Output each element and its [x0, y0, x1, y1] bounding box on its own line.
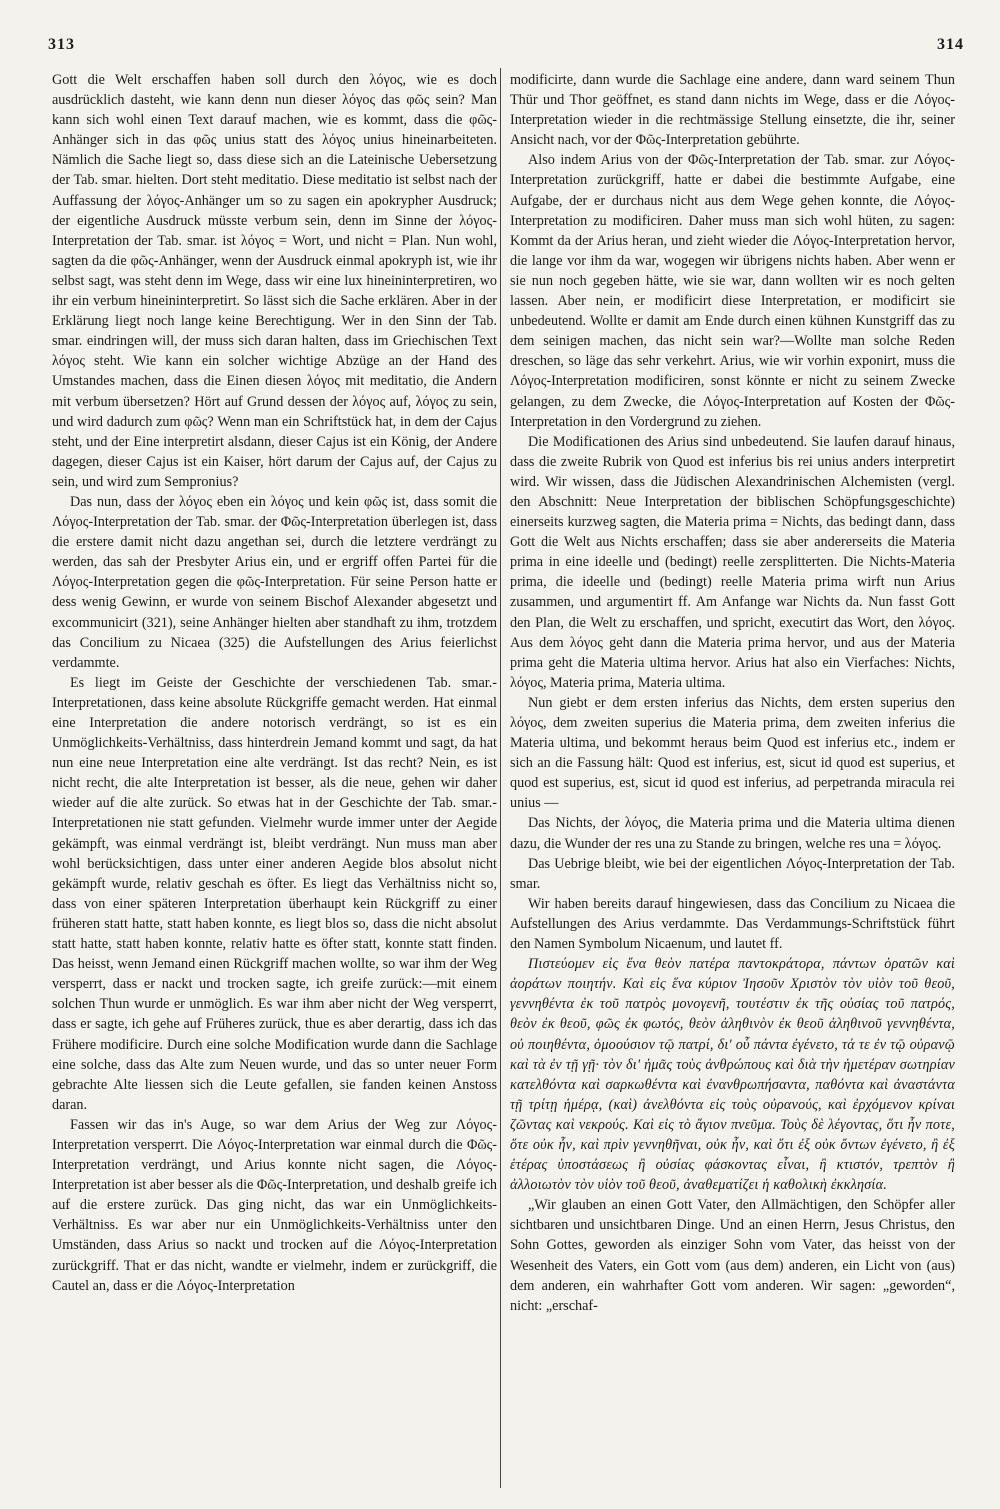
paragraph: Das nun, dass der λόγος eben ein λόγος und kein φῶς ist, dass somit die Λόγος-Interpretation der Tab. smar. der Φῶς-Interpretation überlegen ist, dass die erstere damit nicht dazu angethan sei, durch die letztere verdrängt zu werden, das sah der Presbyter Arius ein, und er ergriff offen Partei für die Λόγος-Interpretation gegen die φῶς-Interpretation. Für seine Person hatte er dess wenig Gewinn, er wurde von seinem Bischof Alexander abgesetzt und excommunicirt (321), seine Anhänger hielten aber standhaft zu ihm, trotzdem das Concilium zu Nicaea (325) die Aufstellungen des Arius feierlichst verdammte.	[52, 493, 497, 671]
paragraph: modificirte, dann wurde die Sachlage eine andere, dann ward seinem Thun Thür und Thor geöffnet, es stand dann nichts im Wege, dass er die Λόγος-Interpretation wieder in die rechtmässige Stellung einsetzte, die ihr, seiner Ansicht nach, vor der Φῶς-Interpretation gebührte.	[510, 72, 955, 149]
paragraph: Es liegt im Geiste der Geschichte der verschiedenen Tab. smar.-Interpretationen, dass keine absolute Rückgriffe gemacht werden. Hat einmal eine Interpretation die andere notorisch verdrängt, so ist es ein Unmöglichkeits-Verhältniss, dass hinterdrein Jemand kommt und sagt, da hat nun eine neue Interpretation eine alte verdrängt. Ist das recht? Nein, es ist nicht recht, die alte Interpretation ist besser, als die neue, gehen wir daher wieder auf die alte zurück. So etwas hat in der Geschichte der Tab. smar.-Interpretationen nie statt gefunden. Vielmehr wurde immer unter der Aegide gekämpft, was einmal verdrängt ist, bleibt verdrängt. Nun muss man aber wohl berücksichtigen, dass unter einer anderen Aegide blos absolut nicht gekämpft wurde, relativ geschah es öfter. Es liegt das Verhältniss nicht so, dass von einer späteren Interpretation überhaupt kein Rückgriff zu einer früheren statt hatte, statt haben konnte, es liegt blos so, dass die nicht absolut statt hatte, statt haben konnte, relativ hatte es öfter statt, konnte statt finden. Das heisst, wenn Jemand einen Rückgriff machen wollte, so war ihm der Weg versperrt, dass er nackt und trocken sagte, ich greife zurück:—mit einem solchen Thun wurde er unmöglich. Es war ihm aber nicht der Weg versperrt, dass er sagte, ich gehe auf Früheres zurück, thue es aber derartig, dass ich das Frühere modificire. Durch eine solche Modification wurde dann die Sachlage eine solche, dass das Alte zum Neuen wurde, und das so unter neuer Form gebrachte Alte liessen sich die Leute gefallen, sie fanden keinen Anstoss daran.	[52, 674, 497, 1113]
page-number-left: 313	[48, 36, 75, 53]
paragraph: Das Uebrige bleibt, wie bei der eigentlichen Λόγος-Interpretation der Tab. smar.	[510, 855, 955, 892]
paragraph: Die Modificationen des Arius sind unbedeutend. Sie laufen darauf hinaus, dass die zweite Rubrik von Quod est inferius bis rei unius anders interpretirt wird. Wir wissen, dass die Jüdischen Alexandrinischen Alchemisten (vergl. den Abschnitt: Neue Interpretation der biblischen Schöpfungsgeschichte) einerseits kurzweg sagten, die Materia prima = Nichts, das bedingt dann, dass Gott die Welt aus Nichts erschaffen; dass sie aber andererseits die Materia prima in eine ideelle und (bedingt) reelle zersplitterten. Die Nichts-Materia prima, die ideelle und (bedingt) reelle Materia prima wirft nun Arius zusammen, und argumentirt ff. Am Anfange war Nichts da. Nun fasst Gott den Plan, die Welt zu erschaffen, und spricht, executirt das Wort, den λόγος. Aus dem λόγος geht dann die Materia prima hervor, und aus der Materia prima geht die Materia ultima hervor. Arius hat also ein Vierfaches: Nichts, λόγος, Materia prima, Materia ultima.	[510, 433, 955, 691]
right-column	[510, 70, 955, 1490]
page-number-right: 314	[937, 36, 964, 53]
paragraph: Wir haben bereits darauf hingewiesen, dass das Concilium zu Nicaea die Aufstellungen des Arius verdammte. Das Verdammungs-Schriftstück führt den Namen Symbolum Nicaenum, und lautet ff.	[510, 895, 955, 953]
column-divider	[500, 68, 501, 1488]
paragraph: Gott die Welt erschaffen haben soll durch den λόγος, wie es doch ausdrücklich dasteht, wie kann denn nun dieser λόγος das φῶς sein? Man kann sich wohl einen Text darauf machen, wie es kommt, dass die φῶς-Anhänger sich in das φῶς unius statt des λόγος unius hineinarbeiteten. Nämlich die Sache liegt so, dass diese sich an die Lateinische Uebersetzung der Tab. smar. hielten. Dort steht meditatio. Diese meditatio ist selbst nach der Auffassung der λόγος-Anhänger um so zu sagen ein apokrypher Ausdruck; der eigentliche Ausdruck müsste verbum sein, denn im Sinne der λόγος-Interpretation der Tab. smar. ist λόγος = Wort, und nicht = Plan. Nun wohl, sagten da die φῶς-Anhänger, wenn der Ausdruck einmal apokryph ist, wie ihr selbst sagt, was steht denn im Wege, dass wir eine lux hineininterpretiren, wo ihr ein verbum hineininterpretirt. So lässt sich die Sache erklären. Aber in der Erklärung liegt noch lange keine Berechtigung. Wer in den Sinn der Tab. smar. eindringen will, der muss sich daran halten, dass im Griechischen Text λόγος steht. Wie kann ein solcher wichtige Abzüge an der Hand des Umstandes machen, dass die Einen diesen λόγος mit meditatio, die Andern mit verbum übersetzen? Hört auf Grund dessen der λόγος auf, λόγος zu sein, und wird dadurch zum φῶς? Wenn man ein Schriftstück hat, in dem der Cajus steht, und der Eine interpretirt alsdann, dieser Cajus ist ein König, der Andere dagegen, dieser Cajus ist ein Kaiser, hört darum der Cajus auf, der Cajus zu sein, und wird zum Sempronius?	[52, 72, 497, 490]
paragraph: „Wir glauben an einen Gott Vater, den Allmächtigen, den Schöpfer aller sichtbaren und unsichtbaren Dinge. Und an einen Herrn, Jesus Christus, den Sohn Gottes, geworden als einziger Sohn vom Vater, das heisst von der Wesenheit des Vaters, ein Gott vom (aus dem) anderen, ein Licht von (aus) dem anderen, ein wahrhafter Gott vom anderen. Wir sagen: „geworden“, nicht: „erschaf-	[510, 1197, 955, 1314]
left-column	[52, 70, 497, 1490]
greek-creed-paragraph: Πιστεύομεν εἰς ἕνα θεὸν πατέρα παντοκράτορα, πάντων ὁρατῶν καὶ ἀοράτων ποιητήν. Καὶ εἰς ἕνα κύριον Ἰησοῦν Χριστὸν τὸν υἱὸν τοῦ θεοῦ, γεννηθέντα ἐκ τοῦ πατρὸς μονογενῆ, τουτέστιν ἐκ τῆς οὐσίας τοῦ πατρός, θεὸν ἐκ θεοῦ, φῶς ἐκ φωτός, θεὸν ἀληθινὸν ἐκ θεοῦ ἀληθινοῦ γεννηθέντα, οὐ ποιηθέντα, ὁμοούσιον τῷ πατρί, δι' οὗ πάντα ἐγένετο, τά τε ἐν τῷ οὐρανῷ καὶ τὰ ἐν τῇ γῇ· τὸν δι' ἡμᾶς τοὺς ἀνθρώπους καὶ διὰ τὴν ἡμετέραν σωτηρίαν κατελθόντα καὶ σαρκωθέντα καὶ ἐνανθρωπήσαντα, παθόντα καὶ ἀναστάντα τῇ τρίτῃ ἡμέρᾳ, (καὶ) ἀνελθόντα εἰς τοὺς οὐρανούς, καὶ ἐρχόμενον κρίναι ζῶντας καὶ νεκρούς. Καὶ εἰς τὸ ἅγιον πνεῦμα. Τοὺς δὲ λέγοντας, ὅτι ἦν ποτε, ὅτε οὐκ ἦν, καὶ πρὶν γεννηθῆναι, οὐκ ἦν, καὶ ὅτι ἐξ οὐκ ὄντων ἐγένετο, ἢ ἐξ ἑτέρας ὑποστάσεως ἢ οὐσίας φάσκοντας εἶναι, ἢ κτιστόν, τρεπτὸν ἢ ἀλλοιωτὸν τὸν υἱὸν τοῦ θεοῦ, ἀναθεματίζει ἡ καθολικὴ ἐκκλησία.	[510, 956, 955, 1194]
paragraph: Nun giebt er dem ersten inferius das Nichts, dem ersten superius den λόγος, dem zweiten superius die Materia prima, dem zweiten inferius die Materia ultima, und bekommt heraus beim Quod est inferius etc., indem er sich an die Fassung hält: Quod est inferius, est, sicut id quod est superius, et quod est superius, est, sicut id quod est inferius, ad perpetranda miracula rei unius —	[510, 694, 955, 812]
paragraph: Das Nichts, der λόγος, die Materia prima und die Materia ultima dienen dazu, die Wunder der res una zu Stande zu bringen, welche res una = λόγος.	[510, 815, 955, 852]
paragraph: Also indem Arius von der Φῶς-Interpretation der Tab. smar. zur Λόγος-Interpretation zurückgriff, hatte er dabei die bestimmte Aufgabe, eine Aufgabe, der er durchaus nicht aus dem Wege gehen konnte, die Λόγος-Interpretation zu modificiren. Daher muss man sich wohl hüten, zu sagen: Kommt da der Arius heran, und zieht wieder die Λόγος-Interpretation hervor, die lange vor ihm da war, wogegen wir übrigens nichts haben. Aber wenn er sie nun noch gegeben hätte, wie sie war, dann wollten wir es noch gelten lassen. Aber nein, er modificirt diese Interpretation, er modificirt sie unbedeutend. Wollte er damit am Ende durch einen kühnen Kunstgriff das zu dem seinigen machen, das nicht sein war?—Wollte man solche Reden dreschen, so läge das sehr verkehrt. Arius, wie wir vorhin exponirt, muss die Λόγος-Interpretation modificiren, sonst könnte er nicht zu seinem Zwecke gelangen, zu dem Zwecke, die Λόγος-Interpretation auf Kosten der Φῶς-Interpretation in den Vordergrund zu ziehen.	[510, 152, 955, 430]
paragraph: Fassen wir das in's Auge, so war dem Arius der Weg zur Λόγος-Interpretation versperrt. Die Λόγος-Interpretation war einmal durch die Φῶς-Interpretation verdrängt, und Arius konnte nicht sagen, die Λόγος-Interpretation ist aber besser als die Φῶς-Interpretation, und deshalb greife ich auf die erstere zurück. Das ging nicht, das war ein Unmöglichkeits-Verhältniss. Es war aber nur ein Unmöglichkeits-Verhältniss unter den Umständen, dass Arius so nackt und trocken auf die Λόγος-Interpretation zurückgriff. That er das nicht, wandte er vielmehr, indem er zurückgriff, die Cautel an, dass er die Λόγος-Interpretation	[52, 1116, 497, 1294]
